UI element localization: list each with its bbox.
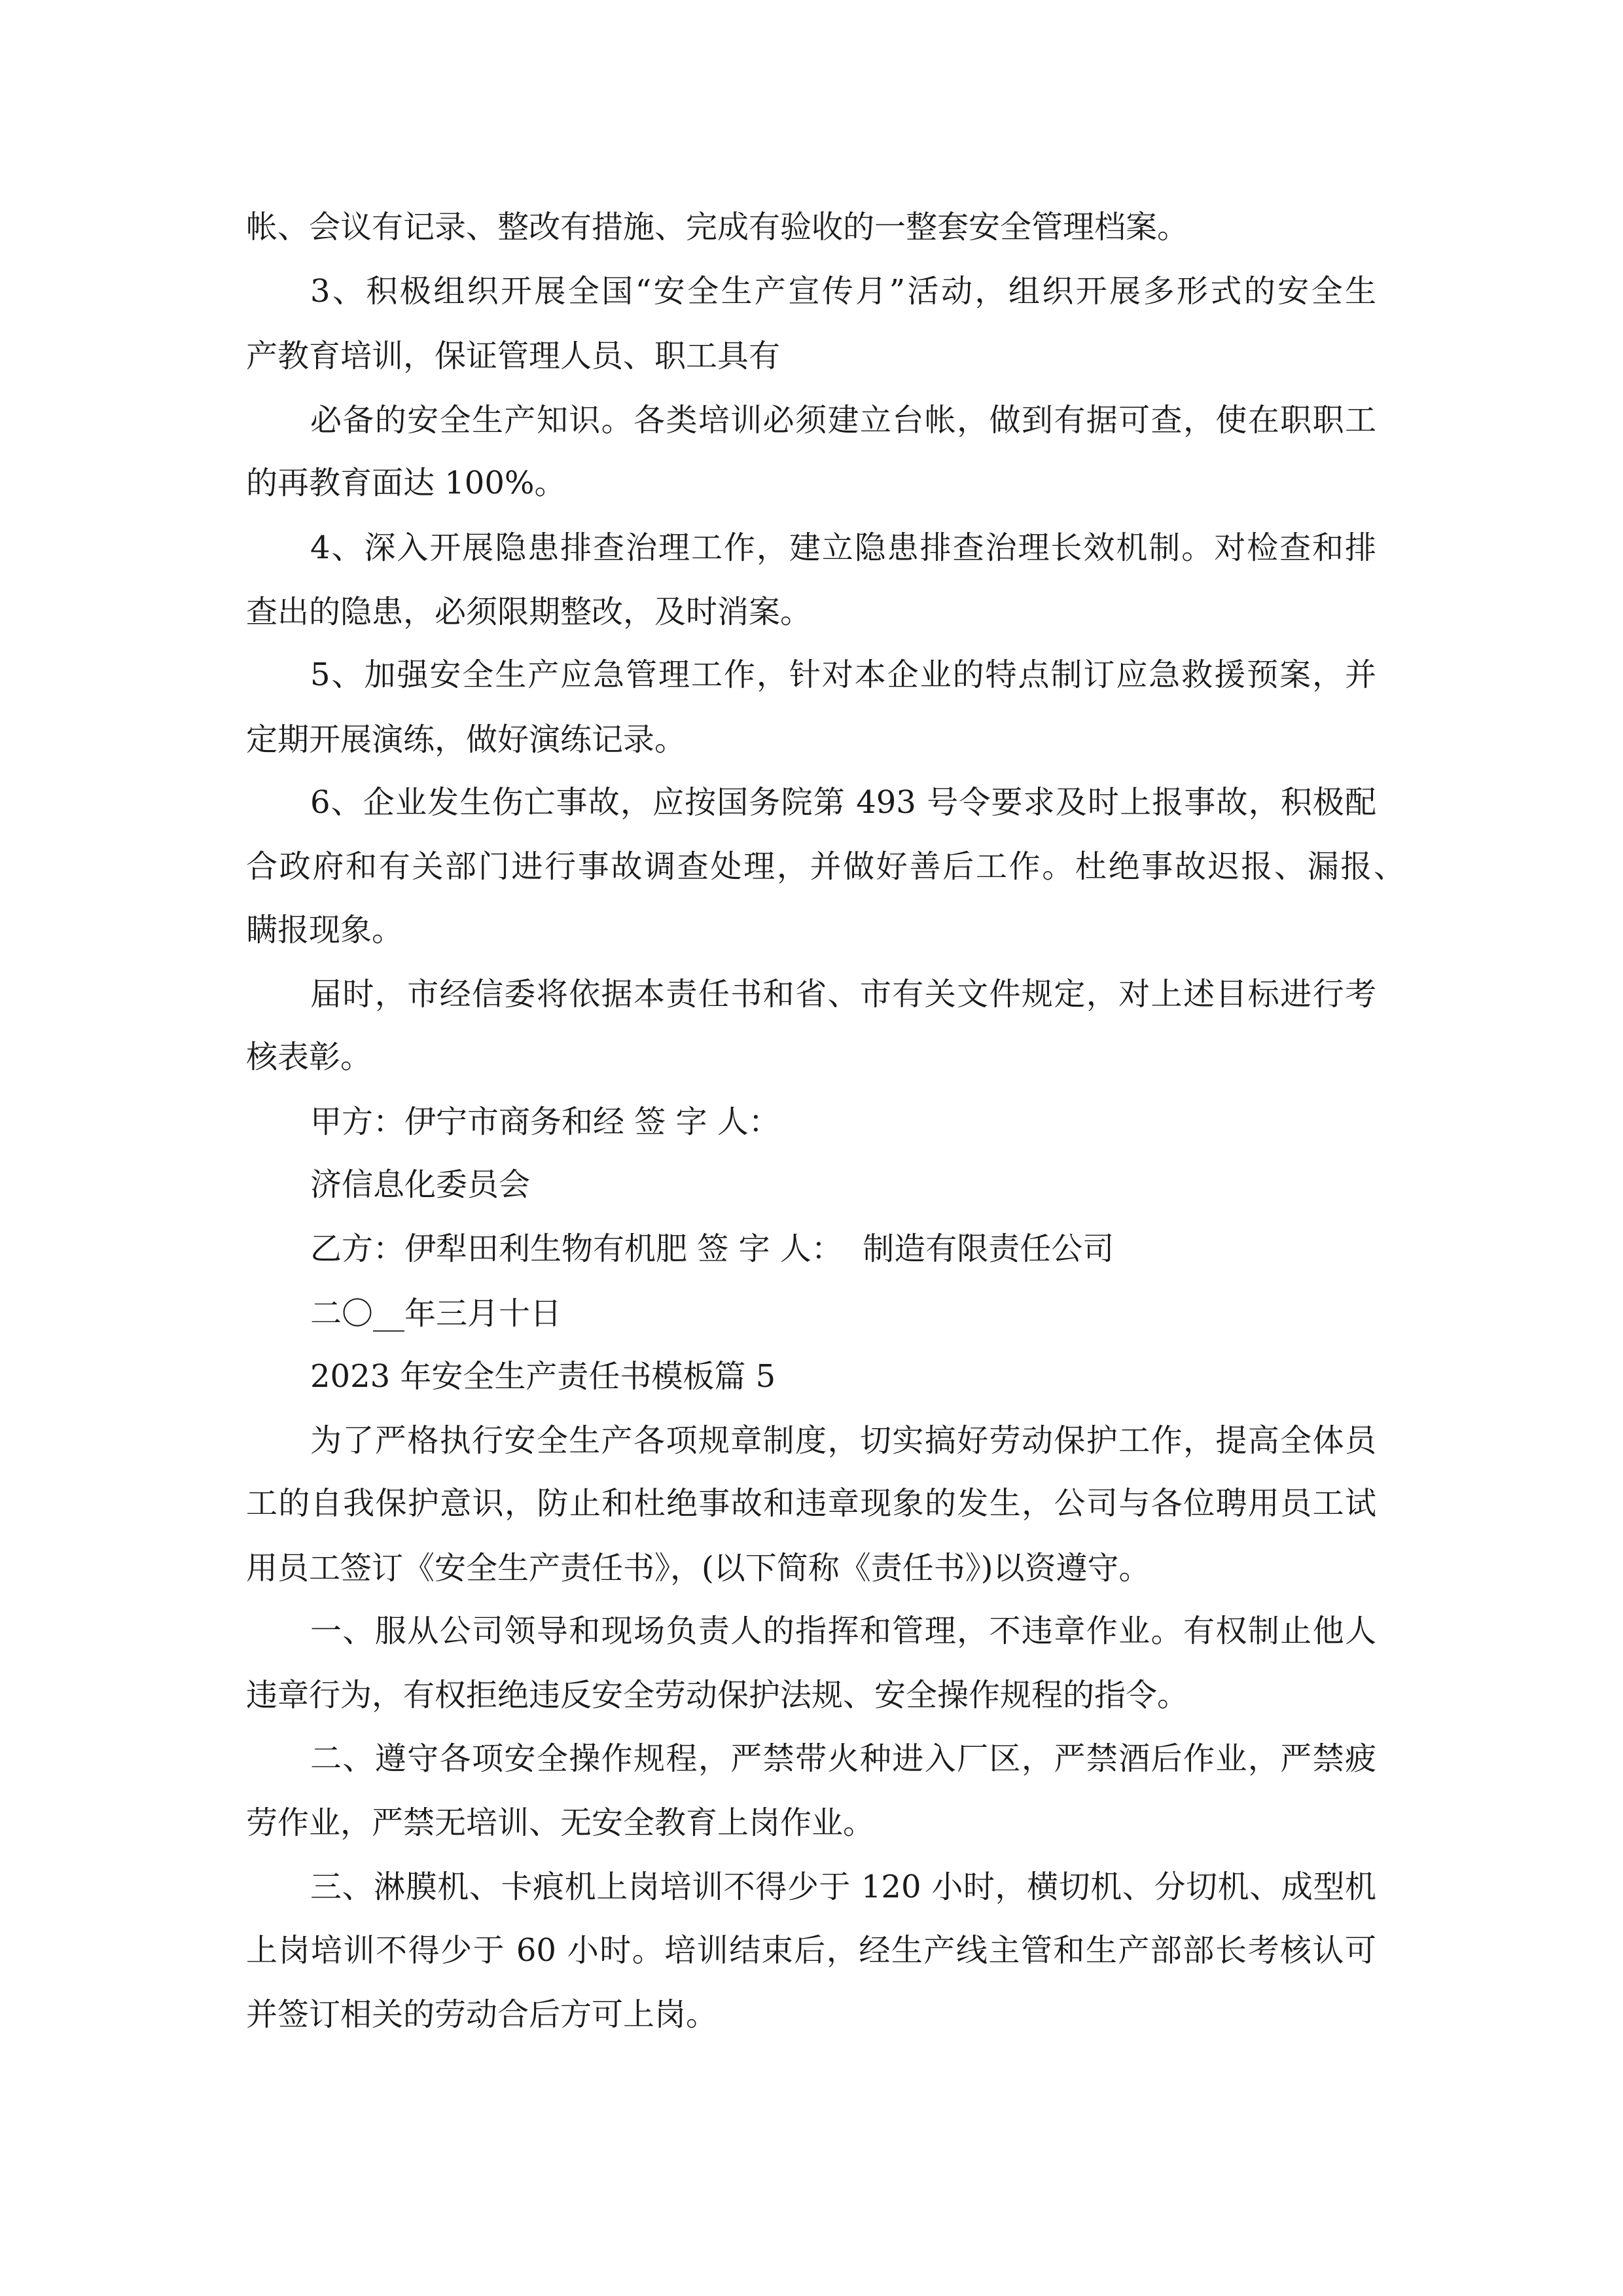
paragraph-item-3: 3、积极组织开展全国“安全生产宣传月”活动，组织开展多形式的安全生 — [310, 273, 1376, 310]
text-line: 必备的安全生产知识。各类培训必须建立台帐，做到有据可查，使在职职工 — [310, 402, 1376, 439]
party-b-signature: 乙方：伊犁田利生物有机肥 签 字 人： 制造有限责任公司 — [310, 1230, 1115, 1267]
clause-2: 二、遵守各项安全操作规程，严禁带火种进入厂区，严禁酒后作业，严禁疲 — [310, 1740, 1376, 1777]
text-line: 产教育培训，保证管理人员、职工具有 — [246, 338, 781, 374]
signing-date: 二〇__年三月十日 — [310, 1295, 562, 1332]
text-line: 违章行为，有权拒绝违反安全劳动保护法规、安全操作规程的指令。 — [246, 1677, 1189, 1713]
text-line: 为了严格执行安全生产各项规章制度，切实搞好劳动保护工作，提高全体员 — [310, 1422, 1376, 1459]
party-a-name-cont: 济信息化委员会 — [310, 1166, 531, 1203]
clause-1: 一、服从公司领导和现场负责人的指挥和管理，不违章作业。有权制止他人 — [310, 1613, 1376, 1649]
text-line: 帐、会议有记录、整改有措施、完成有验收的一整套安全管理档案。 — [246, 209, 1189, 245]
text-line: 查出的隐患，必须限期整改，及时消案。 — [246, 594, 812, 630]
text-line: 届时，市经信委将依据本责任书和省、市有关文件规定，对上述目标进行考 — [310, 976, 1376, 1013]
text-line: 定期开展演练，做好演练记录。 — [246, 721, 687, 758]
party-a-signature: 甲方：伊宁市商务和经 签 字 人： — [310, 1103, 780, 1140]
paragraph-item-5: 5、加强安全生产应急管理工作，针对本企业的特点制订应急救援预案，并 — [310, 656, 1376, 693]
text-line: 合政府和有关部门进行事故调查处理，并做好善后工作。杜绝事故迟报、漏报、 — [246, 848, 1405, 885]
text-line: 的再教育面达 100%。 — [246, 465, 566, 501]
clause-3: 三、淋膜机、卡痕机上岗培训不得少于 120 小时，横切机、分切机、成型机 — [310, 1869, 1376, 1905]
text-line: 劳作业，严禁无培训、无安全教育上岗作业。 — [246, 1804, 875, 1841]
text-line: 上岗培训不得少于 60 小时。培训结束后，经生产线主管和生产部部长考核认可 — [246, 1932, 1376, 1969]
paragraph-item-6: 6、企业发生伤亡事故，应按国务院第 493 号令要求及时上报事故，积极配 — [310, 784, 1376, 821]
section-heading: 2023 年安全生产责任书模板篇 5 — [310, 1358, 776, 1395]
text-line: 用员工签订《安全生产责任书》，(以下简称《责任书》)以资遵守。 — [246, 1550, 1150, 1587]
paragraph-item-4: 4、深入开展隐患排查治理工作，建立隐患排查治理长效机制。对检查和排 — [310, 529, 1376, 566]
text-line: 工的自我保护意识，防止和杜绝事故和违章现象的发生，公司与各位聘用员工试 — [246, 1485, 1376, 1522]
text-line: 并签订相关的劳动合后方可上岗。 — [246, 1996, 718, 2033]
text-line: 瞒报现象。 — [246, 912, 404, 948]
text-line: 核表彰。 — [246, 1039, 372, 1075]
